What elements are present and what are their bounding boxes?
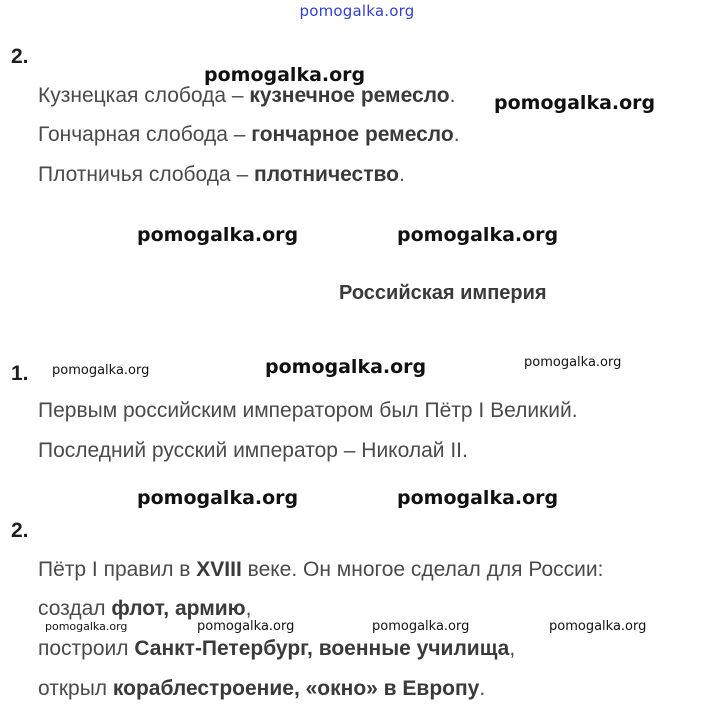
watermark: pomogalka.org xyxy=(397,224,559,246)
text-bold: XVIII xyxy=(196,558,242,581)
watermark: pomogalka.org xyxy=(204,64,366,86)
text-part: Плотничья слобода – xyxy=(38,163,255,186)
watermark: pomogalka.org xyxy=(137,224,299,246)
text-part: веке. Он многое сделал для России: xyxy=(241,558,604,581)
watermark: pomogalka.org xyxy=(397,487,559,509)
text-part: . xyxy=(479,677,486,700)
text-part: , xyxy=(509,637,516,660)
text-bold: кузнечное ремесло xyxy=(249,84,450,107)
text-bold: Санкт-Петербург, военные училища xyxy=(134,637,510,660)
text-bold: флот, армию xyxy=(111,597,246,620)
text-part: создал xyxy=(38,597,112,620)
text-part: Пётр I правил в xyxy=(38,558,197,581)
section-number: 2. xyxy=(11,519,29,542)
text-part: открыл xyxy=(38,677,113,700)
section-number: 2. xyxy=(11,45,29,68)
text-part: . xyxy=(398,163,405,186)
watermark: pomogalka.org xyxy=(45,620,128,633)
text-line: Последний русский император – Николай II. xyxy=(38,439,468,462)
text-line xyxy=(38,558,603,582)
text-line xyxy=(38,163,405,187)
watermark: pomogalka.org xyxy=(524,355,622,370)
text-line xyxy=(38,677,485,701)
text-part: . xyxy=(449,84,456,107)
text-bold: кораблестроение, «окно» в Европу xyxy=(112,677,480,700)
top-watermark: pomogalka.org xyxy=(299,2,415,20)
text-bold: гончарное ремесло xyxy=(251,123,454,146)
watermark: pomogalka.org xyxy=(137,487,299,509)
text-line xyxy=(38,637,515,661)
text-part: . xyxy=(453,123,460,146)
watermark: pomogalka.org xyxy=(265,356,427,378)
text-bold: плотничество xyxy=(254,163,399,186)
watermark: pomogalka.org xyxy=(372,619,470,634)
section-number: 1. xyxy=(11,362,29,385)
section-heading: Российская империя xyxy=(339,282,547,304)
text-line xyxy=(38,123,460,147)
text-line xyxy=(38,84,455,108)
text-part: , xyxy=(245,597,252,620)
text-line xyxy=(38,597,251,621)
watermark: pomogalka.org xyxy=(494,92,656,114)
watermark: pomogalka.org xyxy=(52,363,150,378)
text-part: построил xyxy=(38,637,135,660)
watermark: pomogalka.org xyxy=(197,619,295,634)
text-part: Гончарная слобода – xyxy=(38,123,252,146)
text-line: Первым российским императором был Пётр I Великий. xyxy=(38,399,578,422)
watermark: pomogalka.org xyxy=(549,619,647,634)
text-part: Кузнецкая слобода – xyxy=(38,84,250,107)
